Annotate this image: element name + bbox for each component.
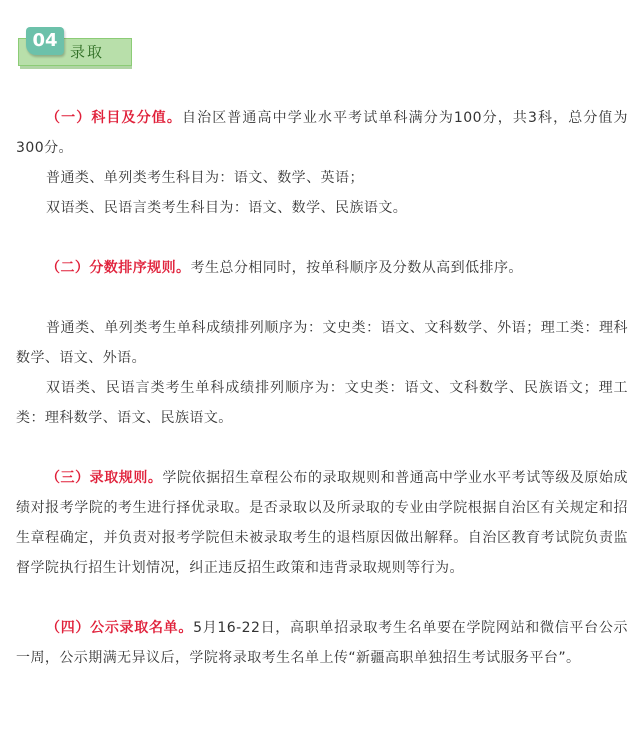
spacer — [16, 223, 628, 253]
subjects-regular-line: 普通类、单列类考生科目为：语文、数学、英语； — [46, 170, 364, 186]
section-title: 录取 — [70, 43, 105, 61]
text-ranking-rules: 考生总分相同时，按单科顺序及分数从高到低排序。 — [190, 260, 523, 276]
spacer — [16, 583, 628, 613]
text-publicity-list: 5月16-22日，高职单招录取考生名单要在学院网站和微信平台公示一周，公示期满无异议后，学院将录取考生名单上传“新疆高职单独招生考试服务平台”。 — [16, 620, 628, 666]
ranking-regular-line: 普通类、单列类考生单科成绩排列顺序为：文史类：语文、文科数学、外语；理工类：理科数学、语文、外语。 — [16, 320, 628, 366]
section-header — [16, 25, 134, 71]
spacer — [16, 283, 628, 313]
paragraph-publicity-list — [16, 613, 628, 673]
paragraph-subjects-scores — [16, 103, 628, 163]
paragraph-ranking-rules — [16, 253, 628, 283]
heading-subjects-scores: （一）科目及分值。 — [46, 110, 182, 126]
section-header-bar-shadow — [20, 66, 132, 69]
text-subjects-scores: 自治区普通高中学业水平考试单科满分为100分，共3科，总分值为300分。 — [16, 110, 628, 156]
text-admission-rules: 学院依据招生章程公布的录取规则和普通高中学业水平考试等级及原始成绩对报考学院的考生进行择优录取。是否录取以及所录取的专业由学院根据自治区有关规定和招生章程确定，并负责对报考学院但未被录取考生的退档原因做出解释。自治区教育考试院负责监督学院执行招生计划情况，纠正违反招生政策和违背录取规则等行为。 — [16, 470, 628, 576]
heading-admission-rules: （三）录取规则。 — [46, 470, 163, 486]
heading-publicity-list: （四）公示录取名单。 — [46, 620, 194, 636]
section-number-badge: 04 — [26, 27, 64, 55]
paragraph-admission-rules — [16, 463, 628, 583]
subjects-bilingual-line: 双语类、民语言类考生科目为：语文、数学、民族语文。 — [46, 200, 408, 216]
spacer — [16, 433, 628, 463]
heading-ranking-rules: （二）分数排序规则。 — [46, 260, 191, 276]
ranking-bilingual-line: 双语类、民语言类考生单科成绩排列顺序为：文史类：语文、文科数学、民族语文；理工类：理科数学、语文、民族语文。 — [16, 380, 628, 426]
article-body — [16, 103, 628, 673]
